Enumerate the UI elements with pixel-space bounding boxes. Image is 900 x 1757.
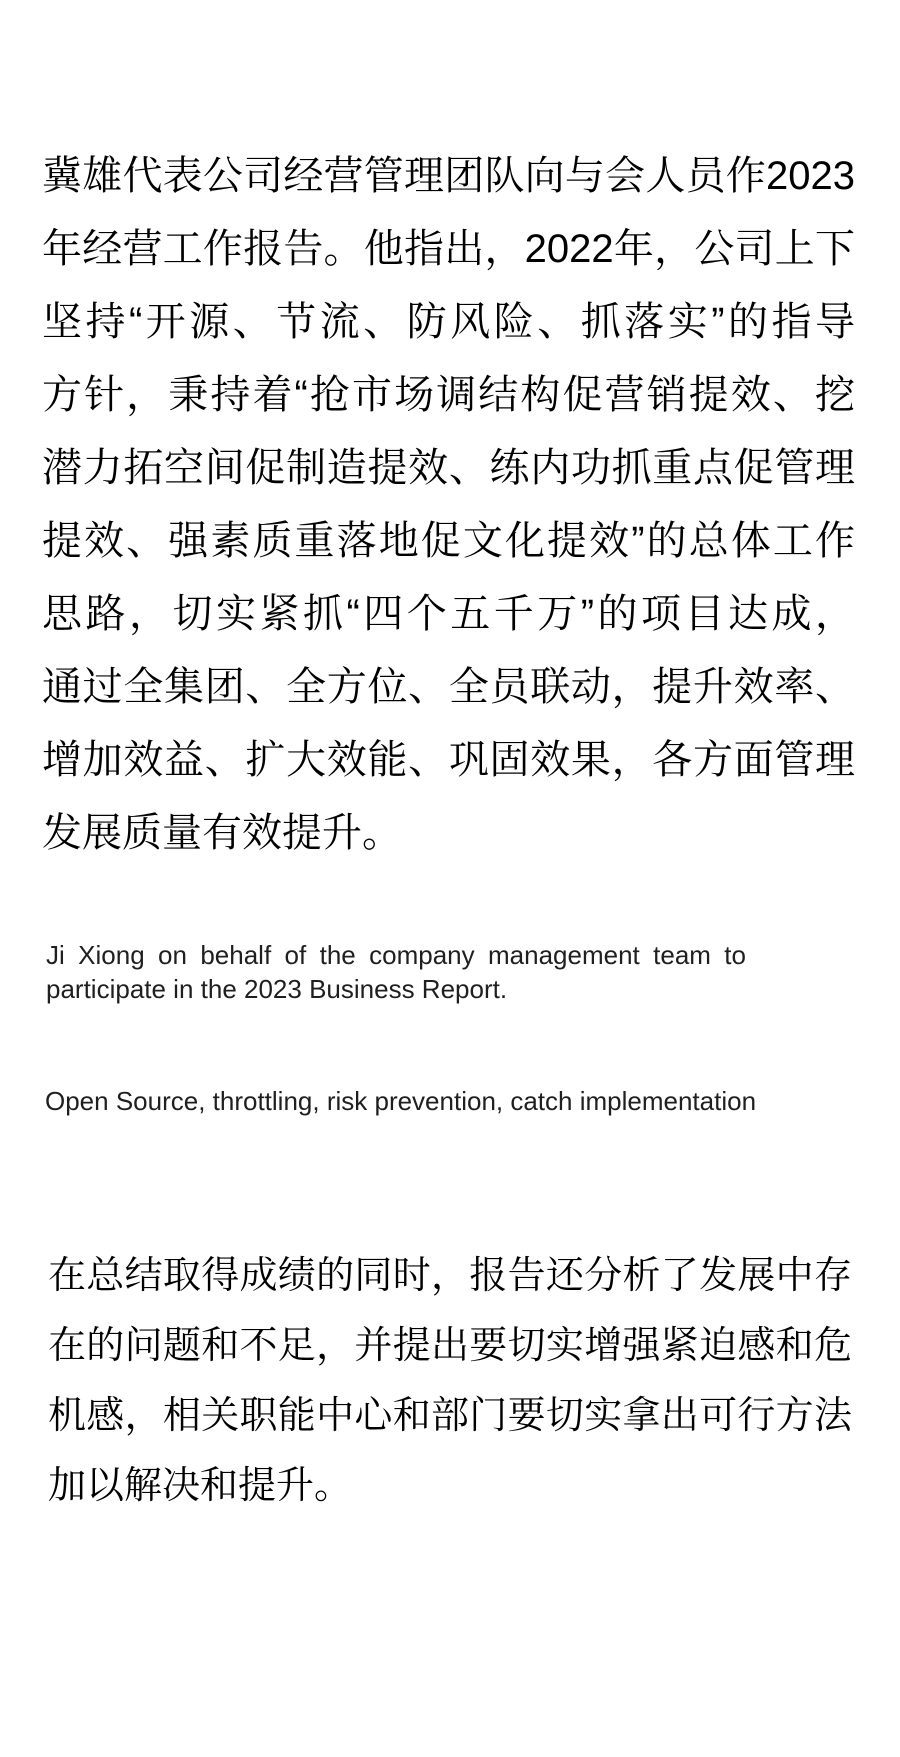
- caption-en: [46, 938, 746, 1006]
- cn-text-line: 在总结取得成绩的同时，报告还分析了发展中存: [48, 1255, 852, 1297]
- keywords-line: Open Source, throttling, risk prevention, catch implementation: [45, 1086, 757, 1116]
- paragraph-cn-1: [42, 140, 855, 870]
- cn-text-line: 通过全集团、全方位、全员联动，提升效率、: [42, 665, 855, 709]
- paragraph-cn-2: [48, 1241, 852, 1521]
- cn-text-line: 潜力拓空间促制造提效、练内功抓重点促管理: [42, 446, 855, 490]
- cn-text-line: 加以解决和提升。: [48, 1465, 353, 1507]
- cn-text-line: 机感，相关职能中心和部门要切实拿出可行方法: [48, 1395, 852, 1437]
- en-caption-line: Ji Xiong on behalf of the company management team to: [46, 940, 746, 970]
- cn-text-line: 冀雄代表公司经营管理团队向与会人员作2023: [42, 154, 855, 198]
- cn-text-line: 发展质量有效提升。: [42, 811, 402, 855]
- cn-text-line: 增加效益、扩大效能、巩固效果，各方面管理: [42, 738, 855, 782]
- cn-text-line: 年经营工作报告。他指出，2022年，公司上下: [42, 227, 855, 271]
- cn-text-line: 思路，切实紧抓“四个五千万”的项目达成，: [42, 592, 855, 636]
- cn-text-line: 提效、强素质重落地促文化提效”的总体工作: [42, 519, 855, 563]
- en-caption-line: participate in the 2023 Business Report.: [46, 974, 508, 1004]
- cn-text-line: 方针，秉持着“抢市场调结构促营销提效、挖: [42, 373, 855, 417]
- cn-text-line: 坚持“开源、节流、防风险、抓落实”的指导: [42, 300, 855, 344]
- cn-text-line: 在的问题和不足，并提出要切实增强紧迫感和危: [48, 1325, 852, 1367]
